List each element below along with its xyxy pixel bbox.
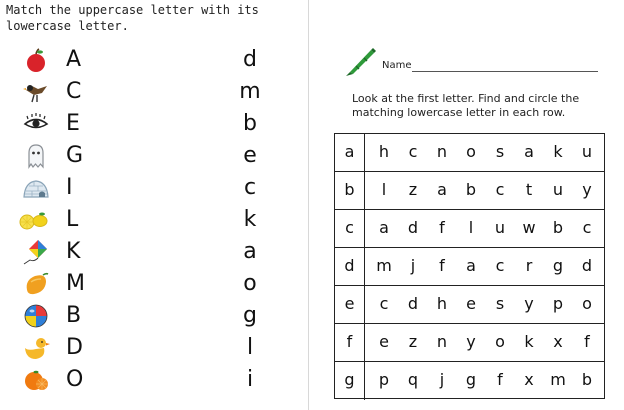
grid-letter[interactable]: d: [407, 218, 419, 237]
lowercase-letter[interactable]: g: [243, 303, 257, 328]
lowercase-letter[interactable]: e: [243, 143, 257, 168]
grid-row: [335, 324, 604, 362]
uppercase-letter: A: [66, 47, 82, 72]
match-row: [0, 332, 300, 364]
grid-letter[interactable]: a: [437, 180, 447, 199]
grid-letter[interactable]: n: [436, 142, 448, 161]
duck-icon: [22, 334, 50, 362]
grid-letter[interactable]: f: [584, 332, 590, 351]
match-row: [0, 300, 300, 332]
grid-letter[interactable]: o: [466, 142, 476, 161]
lowercase-letter[interactable]: b: [243, 111, 257, 136]
uppercase-letter: D: [66, 335, 83, 360]
grid-letter[interactable]: g: [465, 370, 477, 389]
match-row: [0, 44, 300, 76]
grid-letter[interactable]: f: [497, 370, 503, 389]
match-row: [0, 76, 300, 108]
grid-row: [335, 286, 604, 324]
uppercase-letter: I: [66, 175, 73, 200]
grid-letter[interactable]: x: [524, 370, 534, 389]
match-row: [0, 204, 300, 236]
crayon-icon: [344, 44, 378, 78]
grid-letter[interactable]: d: [407, 294, 419, 313]
grid-row: [335, 172, 604, 210]
grid-letter[interactable]: b: [581, 370, 593, 389]
grid-letter[interactable]: o: [495, 332, 505, 351]
grid-letter[interactable]: a: [379, 218, 389, 237]
grid-letter[interactable]: l: [468, 218, 474, 237]
apple-icon: [22, 46, 50, 74]
match-row: [0, 172, 300, 204]
name-field[interactable]: [412, 71, 598, 72]
grid-letter[interactable]: k: [553, 142, 563, 161]
grid-letter[interactable]: p: [378, 370, 390, 389]
grid-letter[interactable]: m: [376, 256, 392, 275]
igloo-icon: [22, 174, 50, 202]
lowercase-letter[interactable]: d: [243, 47, 257, 72]
match-row: [0, 364, 300, 396]
grid-letter[interactable]: j: [439, 370, 445, 389]
uppercase-letter: L: [66, 207, 79, 232]
grid-letter[interactable]: d: [581, 256, 593, 275]
grid-letter[interactable]: n: [436, 332, 448, 351]
grid-letter[interactable]: c: [495, 256, 505, 275]
grid-letter[interactable]: y: [582, 180, 592, 199]
grid-letter[interactable]: m: [550, 370, 566, 389]
match-row: [0, 140, 300, 172]
grid-letter[interactable]: y: [524, 294, 534, 313]
orange-icon: [22, 366, 50, 394]
target-letter: g: [335, 362, 365, 400]
lowercase-letter[interactable]: i: [246, 367, 254, 392]
lowercase-letter[interactable]: o: [243, 271, 257, 296]
eye-icon: [22, 110, 50, 138]
grid-letter[interactable]: f: [439, 218, 445, 237]
letter-grid: [334, 133, 605, 399]
uppercase-letter: B: [66, 303, 82, 328]
grid-letter[interactable]: g: [552, 256, 564, 275]
lowercase-letter[interactable]: m: [239, 79, 261, 104]
grid-letter[interactable]: j: [410, 256, 416, 275]
grid-letter[interactable]: w: [522, 218, 536, 237]
grid-letter[interactable]: k: [524, 332, 534, 351]
grid-letter[interactable]: a: [466, 256, 476, 275]
lemon-icon: [12, 206, 52, 234]
uppercase-letter: C: [66, 79, 82, 104]
target-letter: c: [335, 210, 365, 247]
grid-letter[interactable]: y: [466, 332, 476, 351]
grid-letter[interactable]: e: [379, 332, 389, 351]
grid-letter[interactable]: u: [581, 142, 593, 161]
lowercase-letter[interactable]: k: [243, 207, 257, 232]
grid-letter[interactable]: s: [495, 142, 505, 161]
grid-letter[interactable]: o: [582, 294, 592, 313]
grid-letter[interactable]: p: [552, 294, 564, 313]
grid-row: [335, 248, 604, 286]
uppercase-letter: K: [66, 239, 81, 264]
grid-letter[interactable]: c: [379, 294, 389, 313]
target-letter: d: [335, 248, 365, 285]
grid-letter[interactable]: z: [408, 180, 418, 199]
grid-letter[interactable]: h: [378, 142, 390, 161]
grid-letter[interactable]: s: [495, 294, 505, 313]
mango-icon: [22, 270, 50, 298]
grid-letter[interactable]: c: [582, 218, 592, 237]
target-letter: e: [335, 286, 365, 323]
match-row: [0, 268, 300, 300]
page-divider: [308, 0, 309, 410]
grid-letter[interactable]: u: [494, 218, 506, 237]
grid-letter[interactable]: x: [553, 332, 563, 351]
grid-letter[interactable]: h: [436, 294, 448, 313]
lowercase-letter[interactable]: l: [246, 335, 254, 360]
grid-letter[interactable]: a: [524, 142, 534, 161]
target-letter: f: [335, 324, 365, 361]
match-row: [0, 108, 300, 140]
crow-icon: [22, 78, 50, 106]
grid-letter[interactable]: z: [408, 332, 418, 351]
grid-letter[interactable]: f: [439, 256, 445, 275]
kite-icon: [22, 238, 50, 266]
grid-letter[interactable]: c: [408, 142, 418, 161]
uppercase-letter: G: [66, 143, 84, 168]
ghost-icon: [22, 142, 50, 170]
uppercase-letter: M: [66, 271, 85, 296]
lowercase-letter[interactable]: c: [243, 175, 257, 200]
grid-letter[interactable]: l: [381, 180, 387, 199]
lowercase-letter[interactable]: a: [243, 239, 257, 264]
grid-letter[interactable]: e: [466, 294, 476, 313]
grid-row: [335, 210, 604, 248]
grid-row: [335, 134, 604, 172]
ball-icon: [22, 302, 50, 330]
grid-letter[interactable]: r: [525, 256, 533, 275]
target-letter: b: [335, 172, 365, 209]
grid-letter[interactable]: q: [407, 370, 419, 389]
target-letter: a: [335, 134, 365, 171]
grid-letter[interactable]: b: [465, 180, 477, 199]
uppercase-letter: O: [66, 367, 84, 392]
grid-letter[interactable]: b: [552, 218, 564, 237]
left-worksheet-title: Match the uppercase letter with its lowercase letter.: [6, 3, 259, 33]
match-row: [0, 236, 300, 268]
uppercase-letter: E: [66, 111, 80, 136]
name-label: Name: [382, 60, 412, 71]
grid-row: [335, 362, 604, 400]
grid-letter[interactable]: u: [552, 180, 564, 199]
grid-letter[interactable]: t: [525, 180, 533, 199]
instructions-text: Look at the first letter. Find and circle the matching lowercase letter in each row.: [352, 92, 580, 119]
grid-letter[interactable]: c: [495, 180, 505, 199]
